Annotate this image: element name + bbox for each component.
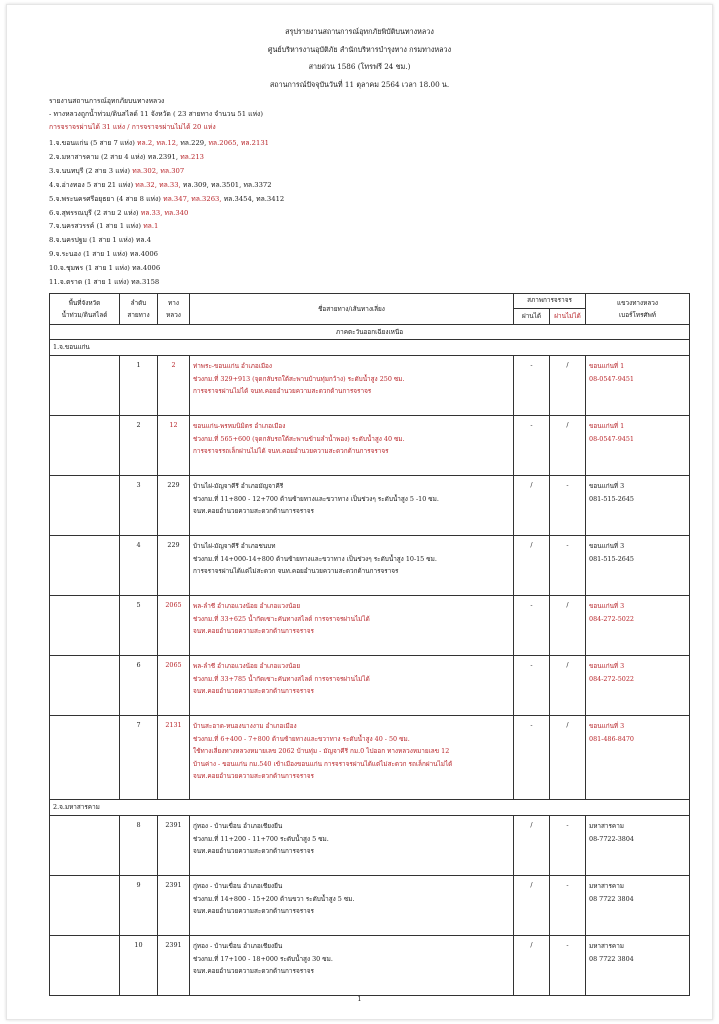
col-office-label: แขวงทางหลวง เบอร์โทรศัพท์ [617, 299, 658, 319]
route-line: จนท.คอยอำนวยความสะดวกด้านการจราจร [193, 627, 314, 636]
office-phone: 08-7722-3804 [589, 834, 634, 843]
province-road: ทล.12, [156, 139, 179, 147]
route-line: บ้านค่าง - ขอนแก่น กม.540 เข้าเมืองขอนแก่น การจราจรผ่านได้แต่ไม่สะดวก รถเล็กผ่านไม่ได้ [193, 759, 453, 768]
cell-pass: - [514, 716, 550, 800]
province-road: ทล.3263, [191, 194, 222, 203]
route-line: ใช้ทางเลี่ยงทางหลวงหมายเลข 2062 บ้านทุ่ม - มัญจาคีรี กม.0 ไปออก ทางหลวงหมายเลข 12 [193, 747, 450, 756]
cell-area [50, 476, 120, 536]
office-name: มหาสารคาม [589, 822, 625, 830]
route-line: จนท.คอยอำนวยความสะดวกด้านการจราจร [193, 967, 314, 976]
province-item [49, 221, 158, 231]
province-road: ทล.307 [160, 166, 185, 175]
intro-summary [49, 109, 263, 119]
cell-area [50, 596, 120, 656]
province-road: ทล.213 [180, 152, 204, 161]
route-line: ช่วงกม.ที่ 11+200 - 11+700 ระดับน้ำสูง 5 ซม. [193, 834, 329, 843]
province-road: ทล.33, [140, 208, 163, 217]
cell-nopass: - [550, 816, 586, 876]
cell-pass: - [514, 596, 550, 656]
province-road: ทล.4006 [132, 264, 161, 273]
route-line: ช่วงกม.ที่ 33+785 น้ำกัดเซาะคันทางสไลด์ การจราจรผ่านไม่ได้ [193, 674, 370, 683]
cell-office [586, 876, 690, 936]
intro-passable: การจราจรผ่านได้ 31 แห่ง / การจราจรผ่านไม่ได้ 20 แห่ง [49, 123, 216, 131]
province-road: ทล.3372 [243, 180, 272, 189]
cell-highway: 229 [158, 536, 190, 596]
cell-area [50, 816, 120, 876]
province-name: 11.จ.ตราด (1 สาย 1 แห่ง) [49, 278, 129, 286]
cell-seq: 4 [120, 536, 158, 596]
office-name: มหาสารคาม [589, 942, 625, 950]
province-road: ทล.1 [143, 222, 159, 231]
cell-seq: 2 [120, 416, 158, 476]
col-seq-label: ลำดับ สายทาง [127, 299, 150, 319]
col-office [586, 294, 690, 325]
province-name: 10.จ.ชุมพร (1 สาย 1 แห่ง) [49, 264, 130, 273]
province-name: 2.จ.มหาสารคาม (2 สาย 4 แห่ง) [49, 152, 146, 161]
cell-area [50, 936, 120, 996]
route-line: จนท.คอยอำนวยความสะดวกด้านการจราจร [193, 687, 314, 696]
table-row [50, 716, 690, 800]
cell-nopass: - [550, 536, 586, 596]
route-line: ช่วงกม.ที่ 33+625 น้ำกัดเซาะคันทางสไลด์ การจราจรผ่านไม่ได้ [193, 614, 370, 623]
cell-seq: 9 [120, 876, 158, 936]
cell-area [50, 416, 120, 476]
office-phone: 084-272-5022 [589, 614, 634, 623]
route-line: บ้านไผ่-มัญจาคีรี อำเภอชนบท [193, 542, 276, 550]
office-phone: 081-515-2645 [589, 494, 634, 503]
cell-area [50, 536, 120, 596]
cell-nopass: / [550, 416, 586, 476]
route-line: กู่ทอง - บ้านเขื่อน อำเภอเชียงยืน [193, 882, 283, 890]
route-line: พล-ลำชี อำเภอแวงน้อย อำเภอแวงน้อย [193, 662, 301, 670]
cell-highway: 12 [158, 416, 190, 476]
table-row [50, 536, 690, 596]
cell-office [586, 536, 690, 596]
route-line: การจราจรผ่านไม่ได้ จนท.คอยอำนวยความสะดวกด้านการจราจร [193, 387, 372, 396]
route-line: ท่าพระ-ขอนแก่น อำเภอเมือง [193, 362, 273, 370]
province-name: 1.จ.ขอนแก่น (5 สาย 7 แห่ง) [49, 139, 135, 147]
route-line: ช่วงกม.ที่ 14+000-14+800 ด้านซ้ายทางและขวาทาง เป็นช่วงๆ ระดับน้ำสูง 10-15 ซม. [193, 554, 437, 563]
table-row [50, 356, 690, 416]
cell-highway: 2131 [158, 716, 190, 800]
route-line: การจราจรรถเล็กผ่านไม่ได้ จนท.คอยอำนวยความสะดวกด้านการจราจร [193, 447, 389, 456]
cell-nopass: - [550, 876, 586, 936]
province-name: 9.จ.ระนอง (1 สาย 1 แห่ง) [49, 250, 128, 259]
province-name: 7.จ.นครสวรรค์ (1 สาย 1 แห่ง) [49, 222, 142, 231]
province-name: 4.จ.อ่างทอง 5 สาย 21 แห่ง) [49, 180, 134, 189]
cell-highway: 229 [158, 476, 190, 536]
cell-seq: 1 [120, 356, 158, 416]
table-body [50, 325, 690, 996]
province-item [49, 277, 159, 287]
office-name: ขอนแก่นที่ 3 [589, 662, 625, 670]
cell-nopass: - [550, 476, 586, 536]
route-line: กู่ทอง - บ้านเขื่อน อำเภอเชียงยืน [193, 942, 283, 950]
province-road: ทล.2, [137, 139, 155, 147]
col-route [190, 294, 514, 325]
office-name: ขอนแก่นที่ 1 [589, 422, 625, 430]
section-heading [50, 340, 690, 356]
province-item [49, 208, 188, 218]
office-name: ขอนแก่นที่ 3 [589, 482, 625, 490]
cell-office [586, 716, 690, 800]
cell-route [190, 416, 514, 476]
route-line: ขอนแก่น-พรหมนิมิตร อำเภอเมือง [193, 422, 286, 430]
route-line: ช่วงกม.ที่ 14+800 - 15+200 ด้านขวา ระดับน้ำสูง 5 ซม. [193, 894, 355, 903]
office-name: ขอนแก่นที่ 1 [589, 362, 625, 370]
province-road: ทล.3158 [131, 278, 160, 286]
route-line: พล-ลำชี อำเภอแวงน้อย อำเภอแวงน้อย [193, 602, 301, 610]
province-name: 8.จ.นครปฐม (1 สาย 1 แห่ง) [49, 236, 134, 245]
table-row [50, 876, 690, 936]
province-item [49, 263, 160, 273]
route-line: จนท.คอยอำนวยความสะดวกด้านการจราจร [193, 907, 314, 916]
province-item [49, 152, 204, 162]
cell-area [50, 656, 120, 716]
col-hw-label: ทาง หลวง [166, 299, 181, 319]
col-area [50, 294, 120, 325]
office-phone: 08 7722 3804 [589, 894, 634, 903]
route-line: กู่ทอง - บ้านเขื่อน อำเภอเชียงยืน [193, 822, 283, 830]
province-item [49, 249, 158, 259]
col-pass: ผ่านได้ [514, 308, 550, 324]
intro-summary-text: - ทางหลวงถูกน้ำท่วม/ดินสไลด์ 11 จังหวัด ( 23 สายทาง จำนวน 51 แห่ง) [49, 110, 264, 118]
province-item [49, 180, 272, 190]
province-name: 3.จ.นนทบุรี (2 สาย 3 แห่ง) [49, 166, 131, 175]
province-road: ทล.32, [135, 180, 157, 189]
office-phone: 081-486-8470 [589, 734, 634, 743]
office-name: ขอนแก่นที่ 3 [589, 602, 625, 610]
cell-seq: 5 [120, 596, 158, 656]
cell-highway: 2391 [158, 876, 190, 936]
table-row [50, 596, 690, 656]
cell-route [190, 656, 514, 716]
office-name: ขอนแก่นที่ 3 [589, 542, 625, 550]
office-phone: 08-0547-9451 [589, 434, 634, 443]
province-item [49, 138, 269, 148]
province-road: ทล.4 [135, 236, 152, 245]
province-road: ทล.229, [180, 139, 207, 147]
province-item [49, 235, 151, 245]
cell-office [586, 356, 690, 416]
route-line: ช่วงกม.ที่ 329+913 (จุดกลับรถใต้สะพานบ้านทุ่มกว้าง) ระดับน้ำสูง 250 ซม. [193, 374, 405, 383]
cell-pass: / [514, 936, 550, 996]
cell-route [190, 476, 514, 536]
cell-pass: - [514, 416, 550, 476]
section-title: 1.จ.ขอนแก่น [50, 340, 690, 356]
section-heading [50, 800, 690, 816]
cell-seq: 10 [120, 936, 158, 996]
cell-seq: 8 [120, 816, 158, 876]
cell-highway: 2065 [158, 656, 190, 716]
cell-route [190, 876, 514, 936]
province-road: ทล.4006 [129, 250, 158, 259]
cell-seq: 3 [120, 476, 158, 536]
table-row [50, 816, 690, 876]
route-line: บ้านสะอาด-หนองนางงาม อำเภอเมือง [193, 722, 297, 730]
route-line: ช่วงกม.ที่ 17+100 - 18+000 ระดับน้ำสูง 30 ซม. [193, 954, 333, 963]
cell-highway: 2391 [158, 936, 190, 996]
cell-seq: 6 [120, 656, 158, 716]
route-line: การจราจรผ่านได้แต่ไม่สะดวก จนท.คอยอำนวยความสะดวกด้านการจราจร [193, 567, 399, 576]
province-road: ทล.347, [163, 194, 190, 203]
office-name: มหาสารคาม [589, 882, 625, 890]
province-road: ทล.3501, [211, 180, 242, 189]
cell-office [586, 476, 690, 536]
table-row [50, 656, 690, 716]
office-name: ขอนแก่นที่ 3 [589, 722, 625, 730]
cell-nopass: / [550, 716, 586, 800]
col-route-label: ชื่อสายทาง/เส้นทางเลี่ยง [318, 305, 385, 313]
cell-pass: - [514, 356, 550, 416]
cell-area [50, 876, 120, 936]
cell-office [586, 416, 690, 476]
cell-area [50, 716, 120, 800]
flood-table [49, 293, 690, 996]
col-nopass: ผ่านไม่ได้ [550, 308, 586, 324]
province-road: ทล.33, [159, 180, 181, 189]
cell-area [50, 356, 120, 416]
cell-route [190, 716, 514, 800]
route-line: ช่วงกม.ที่ 6+400 - 7+800 ด้านซ้ายทางและขวาทาง ระดับน้ำสูง 40 - 50 ซม. [193, 734, 410, 743]
province-item [49, 166, 184, 176]
col-seq [120, 294, 158, 325]
col-status [514, 294, 586, 309]
province-road: ทล.3412 [256, 194, 285, 203]
report-agency: ศูนย์บริหารงานอุบัติภัย สำนักบริหารบำรุงทาง กรมทางหลวง [267, 45, 452, 54]
cell-route [190, 536, 514, 596]
cell-route [190, 356, 514, 416]
route-line: จนท.คอยอำนวยความสะดวกด้านการจราจร [193, 507, 314, 516]
cell-office [586, 936, 690, 996]
province-road: ทล.340 [164, 208, 189, 217]
cell-highway: 2391 [158, 816, 190, 876]
region-heading: ภาคตะวันออกเฉียงเหนือ [50, 325, 690, 340]
province-road: ทล.3454, [223, 194, 254, 203]
cell-route [190, 936, 514, 996]
table-row [50, 476, 690, 536]
province-road: ทล.309, [182, 180, 209, 189]
cell-nopass: / [550, 596, 586, 656]
cell-office [586, 656, 690, 716]
table-row [50, 416, 690, 476]
document-page [6, 4, 713, 1020]
office-phone: 08 7722 3804 [589, 954, 634, 963]
col-area-label: พื้นที่จังหวัด น้ำท่วม/ดินสไลด์ [61, 299, 108, 319]
route-line: บ้านไผ่-มัญจาคีรี อำเภอมัญจาคีรี [193, 482, 284, 490]
province-name: 5.จ.พระนครศรีอยุธยา (4 สาย 8 แห่ง) [49, 194, 161, 203]
cell-nopass: / [550, 656, 586, 716]
cell-pass: / [514, 816, 550, 876]
cell-highway: 2065 [158, 596, 190, 656]
cell-route [190, 816, 514, 876]
intro-report: รายงานสถานการณ์อุทกภัยบนทางหลวง [49, 97, 165, 105]
report-title: สรุปรายงานสถานการณ์อุทกภัยพิบัติบนทางหลวง [285, 27, 434, 36]
section-title: 2.จ.มหาสารคาม [50, 800, 690, 816]
cell-office [586, 816, 690, 876]
province-name: 6.จ.สุพรรณบุรี (2 สาย 2 แห่ง) [49, 208, 139, 217]
cell-pass: / [514, 536, 550, 596]
route-line: ช่วงกม.ที่ 11+800 - 12+700 ด้านซ้ายทางและขวาทาง เป็นช่วงๆ ระดับน้ำสูง 5 -10 ซม. [193, 494, 439, 503]
route-line: ช่วงกม.ที่ 565+600 (จุดกลับรถใต้สะพานข้ามลำน้ำพอง) ระดับน้ำสูง 40 ซม. [193, 434, 405, 443]
office-phone: 08-0547-9451 [589, 374, 634, 383]
cell-pass: - [514, 656, 550, 716]
cell-nopass: - [550, 936, 586, 996]
report-hotline: สายด่วน 1586 (โทรฟรี 24 ชม.) [308, 62, 411, 71]
cell-pass: / [514, 476, 550, 536]
report-datetime: สถานการณ์ปัจจุบันวันที่ 11 ตุลาคม 2564 เวลา 18.00 น. [269, 80, 450, 89]
cell-route [190, 596, 514, 656]
col-hw [158, 294, 190, 325]
cell-nopass: / [550, 356, 586, 416]
office-phone: 081-515-2645 [589, 554, 634, 563]
province-road: ทล.2131 [240, 139, 269, 147]
page-number: 1 [357, 995, 362, 1003]
province-item [49, 194, 284, 204]
route-line: จนท.คอยอำนวยความสะดวกด้านการจราจร [193, 847, 314, 856]
col-status-label: สภาพการจราจร [527, 296, 572, 305]
province-road: ทล.302, [132, 166, 159, 175]
office-phone: 084-272-5022 [589, 674, 634, 683]
table-row [50, 936, 690, 996]
province-road: ทล.2065, [208, 139, 239, 147]
province-road: ทล.2391, [147, 152, 179, 161]
cell-highway: 2 [158, 356, 190, 416]
cell-office [586, 596, 690, 656]
route-line: จนท.คอยอำนวยความสะดวกด้านการจราจร [193, 772, 314, 781]
cell-pass: / [514, 876, 550, 936]
cell-seq: 7 [120, 716, 158, 800]
